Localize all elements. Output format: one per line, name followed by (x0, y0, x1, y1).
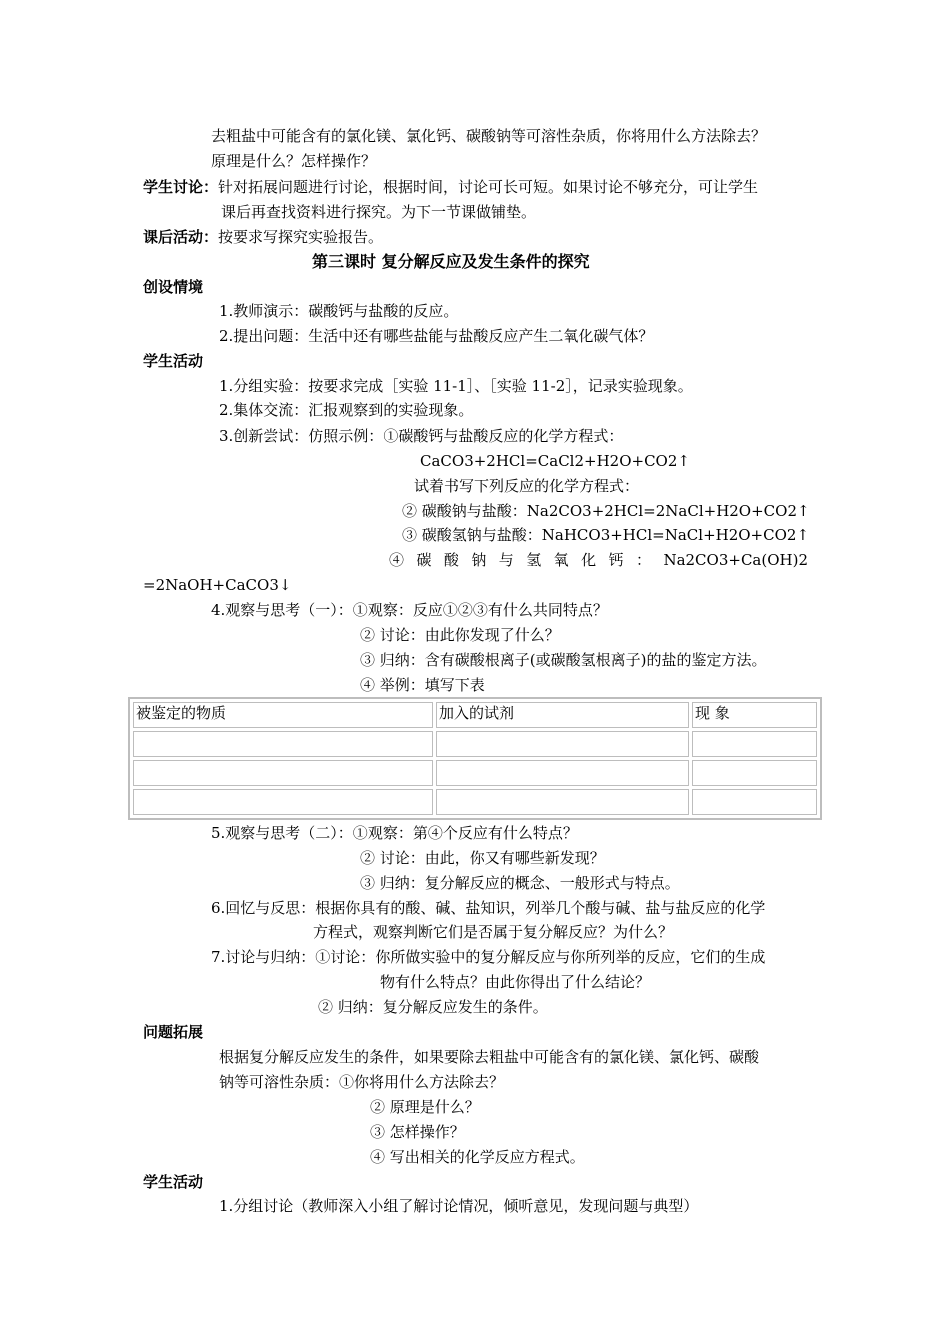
text-line: 3.创新尝试：仿照示例：①碳酸钙与盐酸反应的化学方程式： (219, 427, 624, 445)
text-line: ② 讨论：由此，你又有哪些新发现？ (360, 849, 605, 867)
equation: =2NaOH+CaCO3↓ (143, 576, 292, 594)
text-line: 2.集体交流：汇报观察到的实验现象。 (219, 401, 474, 419)
section-title: 第三课时 复分解反应及发生条件的探究 (312, 252, 590, 271)
text-line: 试着书写下列反应的化学方程式： (414, 477, 640, 495)
equation: CaCO3+2HCl=CaCl2+H2O+CO2↑ (420, 452, 690, 470)
table-cell[interactable] (692, 731, 817, 757)
heading-create: 创设情境 (143, 278, 204, 296)
heading-student-activity: 学生活动 (143, 1173, 204, 1191)
text-line: 4.观察与思考（一）：①观察：反应①②③有什么共同特点？ (211, 601, 608, 619)
discussion-line (143, 177, 758, 197)
text-line: 7.讨论与归纳：①讨论：你所做实验中的复分解反应与你所列举的反应，它们的生成 (211, 948, 766, 966)
text-line: ③ 归纳：含有碳酸根离子(或碳酸氢根离子)的盐的鉴定方法。 (360, 651, 767, 669)
heading-student-activity: 学生活动 (143, 352, 204, 370)
after-class-line (143, 227, 383, 247)
equation: ③ 碳酸氢钠与盐酸：NaHCO3+HCl=NaCl+H2O+CO2↑ (402, 526, 810, 544)
table-row (133, 789, 817, 815)
text-line: 5.观察与思考（二）：①观察：第④个反应有什么特点？ (211, 824, 578, 842)
text-line: 方程式，观察判断它们是否属于复分解反应？为什么？ (313, 923, 674, 941)
heading-extension: 问题拓展 (143, 1023, 204, 1041)
text-line: 根据复分解反应发生的条件，如果要除去粗盐中可能含有的氯化镁、氯化钙、碳酸 (219, 1048, 760, 1066)
text-line: 原理是什么？怎样操作？ (211, 152, 377, 170)
text-line: 6.回忆与反思：根据你具有的酸、碱、盐知识，列举几个酸与碱、盐与盐反应的化学 (211, 899, 766, 917)
table-cell[interactable] (436, 789, 689, 815)
text-line: 按要求写探究实验报告。 (218, 228, 384, 246)
table-row (133, 731, 817, 757)
table-header-cell: 被鉴定的物质 (133, 702, 433, 728)
text-line: 去粗盐中可能含有的氯化镁、氯化钙、碳酸钠等可溶性杂质，你将用什么方法除去？ (211, 127, 767, 145)
table-cell[interactable] (133, 789, 433, 815)
text-line: 1.分组实验：按要求完成［实验 11-1］、［实验 11-2］，记录实验现象。 (219, 377, 693, 395)
text-line: ③ 归纳：复分解反应的概念、一般形式与特点。 (360, 874, 680, 892)
table-header-row (133, 702, 817, 728)
label-student-discussion: 学生讨论： (143, 178, 219, 196)
equation: ② 碳酸钠与盐酸：Na2CO3+2HCl=2NaCl+H2O+CO2↑ (402, 502, 810, 520)
text-line: 1.教师演示：碳酸钙与盐酸的反应。 (219, 302, 459, 320)
table-row (133, 760, 817, 786)
text-line: 物有什么特点？由此你得出了什么结论？ (380, 973, 651, 991)
label-after-class: 课后活动： (143, 228, 219, 246)
table-cell[interactable] (692, 760, 817, 786)
table-cell[interactable] (436, 731, 689, 757)
text-line: ② 归纳：复分解反应发生的条件。 (318, 998, 548, 1016)
table-cell[interactable] (436, 760, 689, 786)
equation: ④ 碳 酸 钠 与 氢 氧 化 钙 ： Na2CO3+Ca(OH)2 (389, 551, 808, 569)
text-line: 2.提出问题：生活中还有哪些盐能与盐酸反应产生二氧化碳气体？ (219, 327, 654, 345)
table-header-cell: 现 象 (692, 702, 817, 728)
identification-table (128, 697, 822, 820)
text-line: ④ 举例：填写下表 (360, 676, 485, 694)
table-cell[interactable] (692, 789, 817, 815)
text-line: ② 讨论：由此你发现了什么？ (360, 626, 560, 644)
table-cell[interactable] (133, 731, 433, 757)
text-line: 针对拓展问题进行讨论，根据时间，讨论可长可短。如果讨论不够充分，可让学生 (218, 178, 759, 196)
table-cell[interactable] (133, 760, 433, 786)
text-line: ② 原理是什么？ (370, 1098, 480, 1116)
text-line: 课后再查找资料进行探究。为下一节课做铺垫。 (221, 203, 537, 221)
text-line: 1.分组讨论（教师深入小组了解讨论情况，倾听意见，发现问题与典型） (219, 1197, 699, 1215)
text-line: ③ 怎样操作？ (370, 1123, 465, 1141)
text-line: ④ 写出相关的化学反应方程式。 (370, 1148, 585, 1166)
table-header-cell: 加入的试剂 (436, 702, 689, 728)
text-line: 钠等可溶性杂质：①你将用什么方法除去？ (219, 1073, 505, 1091)
